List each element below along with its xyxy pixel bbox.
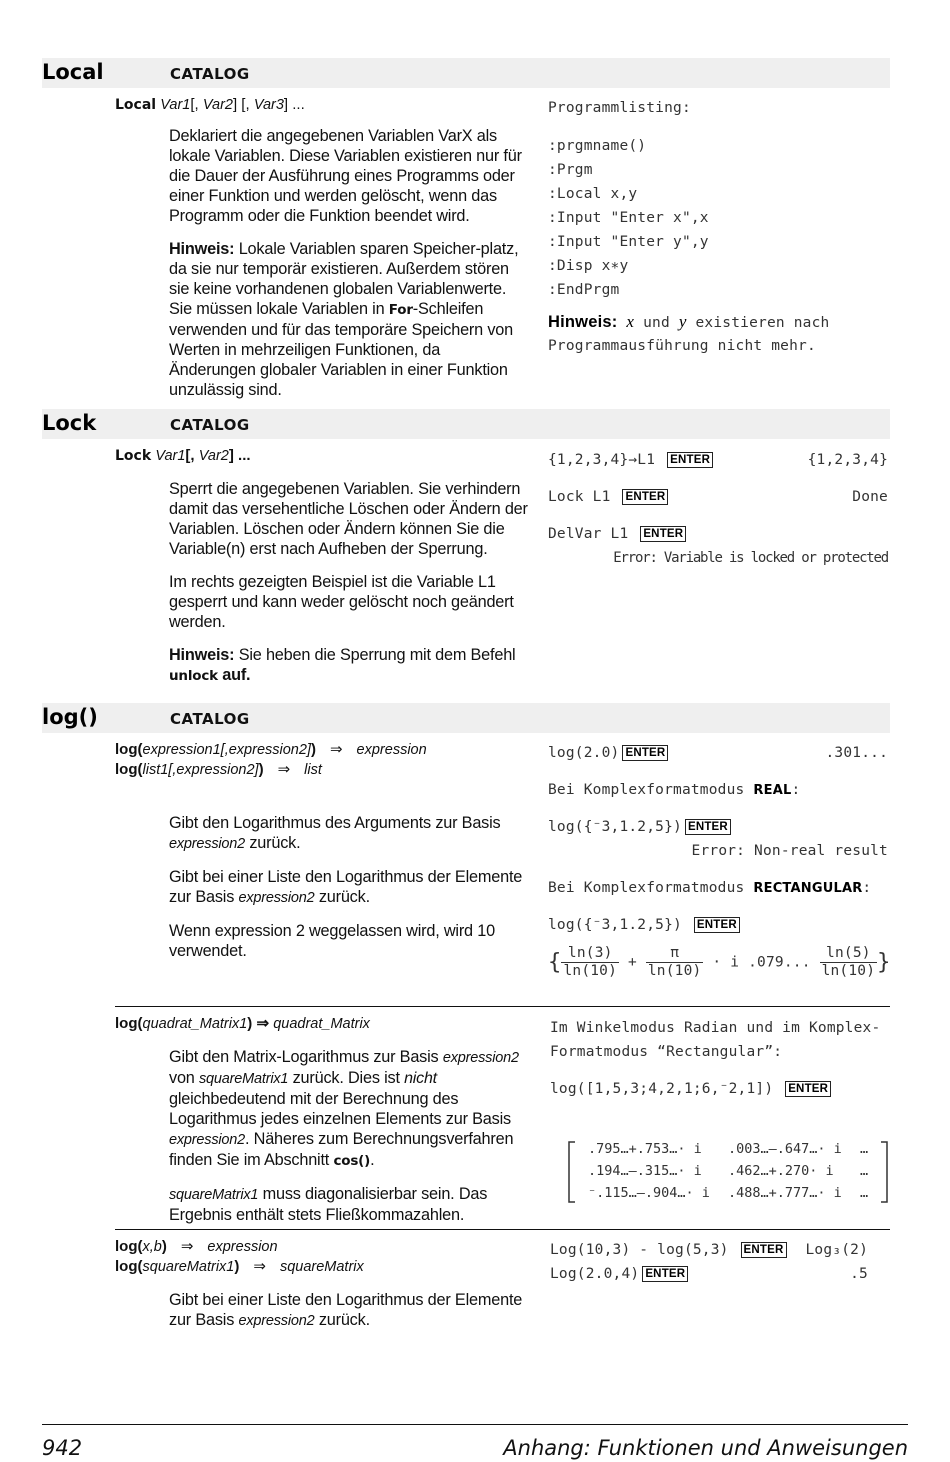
- example-block: Im Winkelmodus Radian und im Komplex- Formatmodus “Rectangular”: log([1,5,3;4,2,1;6,⁻2,1]) ENTER: [550, 1020, 881, 1097]
- program-line: :EndPrgm: [548, 282, 620, 298]
- enter-key: ENTER: [640, 526, 686, 542]
- description: Deklariert die angegebenen Variablen VarX als lokale Variablen. Diese Variablen existieren nur für die Dauer der Ausführung eines Programms oder einer Funktion und werden gelöscht, wenn das Programm oder die Funktion beendet wird. Hinweis: Lokale Variablen sparen Speicher-platz, da sie nur temporär existieren. Außerdem stören sie keine vorhandenen globalen Variablenwerte. Sie müssen lokale Variablen in For-Schleifen verwenden und für das temporäre Speichern von Werten in mehrzeiligen Funktionen, da Änderungen globaler Variablen in einer Funktion unzulässig sind.: [169, 127, 522, 399]
- program-listing: [548, 134, 888, 302]
- matrix-cell: …: [860, 1163, 869, 1179]
- example-block: Programmlisting: :prgmname() :Prgm :Local x,y :Input "Enter x",x :Input "Enter y",y :Disp x∗y :EndPrgm Hinweis: x und y existieren nach Programmausführung nicht mehr.: [548, 96, 888, 358]
- matrix-row: [574, 1182, 890, 1204]
- syntax-line: Lock Var1[, Var2] ...: [115, 447, 251, 464]
- enter-key: ENTER: [785, 1081, 831, 1097]
- section-title: Local: [42, 60, 104, 84]
- description: Gibt den Matrix-Logarithmus zur Basis expression2 von squareMatrix1 zurück. Dies ist nicht gleichbedeutend mit der Berechnung des Logarithmus jedes einzelnen Elements zur Basis expression2. Näheres zum Berechnungsverfahren finden Sie im Abschnitt cos(). squareMatrix1 muss diagonalisierbar sein. Das Ergebnis enthält stets Fließkommazahlen.: [169, 1048, 519, 1224]
- description: Sperrt die angegebenen Variablen. Sie verhindern damit das versehentliche Löschen oder Ändern der Variablen. Löschen oder Ändern können Sie die Variable(n) erst nach Aufheben der Sperrung. Im rechts gezeigten Beispiel ist die Variable L1 gesperrt und kann weder gelöscht noch geändert werden. Hinweis: Sie heben die Sperrung mit dem Befehl unlock auf.: [169, 480, 528, 684]
- program-line: :Input "Enter x",x: [548, 210, 709, 226]
- enter-key: ENTER: [622, 489, 668, 505]
- program-line: :Input "Enter y",y: [548, 234, 709, 250]
- section-title: Lock: [42, 411, 97, 435]
- matrix-cell: .003…–.647…· i: [728, 1141, 842, 1157]
- footer-divider: [42, 1424, 908, 1425]
- catalog-label: CATALOG: [170, 416, 250, 434]
- syntax-line: log(quadrat_Matrix1) ⇒ quadrat_Matrix: [115, 1015, 370, 1032]
- catalog-label: CATALOG: [170, 710, 250, 728]
- enter-key: ENTER: [642, 1266, 688, 1282]
- syntax-line: log(squareMatrix1) ⇒ squareMatrix: [115, 1258, 364, 1275]
- program-line: :Disp x∗y: [548, 258, 629, 274]
- description: Gibt den Logarithmus des Arguments zur Basis expression2 zurück. Gibt bei einer Liste den Logarithmus der Elemente zur Basis expression2 zurück. Wenn expression 2 weggelassen wird, wird 10 verwendet.: [169, 814, 523, 960]
- section-header-local: [42, 58, 890, 88]
- catalog-label: CATALOG: [170, 65, 250, 83]
- matrix-cell: .488…+.777…· i: [728, 1185, 842, 1201]
- enter-key: ENTER: [685, 819, 731, 835]
- divider: [115, 1229, 890, 1230]
- matrix-cell: .795…+.753…· i: [588, 1141, 702, 1157]
- matrix-cell: .462…+.270· i: [728, 1163, 834, 1179]
- section-header-lock: [42, 409, 890, 439]
- enter-key: ENTER: [741, 1242, 787, 1258]
- example-block: Log(10,3) - log(5,3) ENTER Log₃(2) Log(2.0,4) ENTER .5: [550, 1242, 868, 1282]
- enter-key: ENTER: [667, 452, 713, 468]
- program-line: :Local x,y: [548, 186, 638, 202]
- description: Gibt bei einer Liste den Logarithmus der Elemente zur Basis expression2 zurück.: [169, 1291, 523, 1329]
- complex-result: { $\frac{\ln(3)}{\ln(10)}$ + $\frac{\pi}{\ln(10)}$ · i .079... $\frac{\ln(5)}{\ln(10)}$ }: [548, 945, 891, 979]
- matrix-cell: …: [860, 1141, 869, 1157]
- divider: [115, 1006, 890, 1007]
- enter-key: ENTER: [622, 745, 668, 761]
- enter-key: ENTER: [694, 917, 740, 933]
- footer-title: Anhang: Funktionen und Anweisungen: [503, 1436, 908, 1460]
- matrix-row: [574, 1160, 890, 1182]
- matrix-row: [574, 1138, 890, 1160]
- section-title: log(): [42, 705, 98, 729]
- matrix-cell: ⁻.115…–.904…· i: [588, 1185, 710, 1201]
- matrix-result: [574, 1138, 890, 1204]
- matrix-cell: …: [860, 1185, 869, 1201]
- syntax-line: Local Var1[, Var2] [, Var3] ...: [115, 96, 305, 113]
- section-header-log: [42, 703, 890, 733]
- syntax-line: log(expression1[,expression2]) ⇒ expression: [115, 741, 427, 758]
- syntax-line: log(x,b) ⇒ expression: [115, 1238, 278, 1255]
- syntax-line: log(list1[,expression2]) ⇒ list: [115, 761, 322, 778]
- page-number: 942: [42, 1436, 83, 1460]
- example-block: log(2.0) ENTER .301... Bei Komplexformatmodus REAL: log({⁻3,1.2,5}) ENTER Error: Non-real result Bei Komplexformatmodus RECTANGULAR: log({⁻3,1.2,5}) ENTER { $\frac{\ln(3)}{\ln(10)}$ + $\frac{\pi}{\ln(10)}$ · i .079... $\frac{\ln(5)}{\ln(10)}$ }: [548, 741, 888, 985]
- program-line: :Prgm: [548, 162, 593, 178]
- program-line: :prgmname(): [548, 138, 647, 154]
- example-block: {1,2,3,4}→L1 ENTER {1,2,3,4} Lock L1 ENTER Done DelVar L1 ENTER Error: Variable is locked or protected: [548, 452, 888, 566]
- matrix-cell: .194…–.315…· i: [588, 1163, 702, 1179]
